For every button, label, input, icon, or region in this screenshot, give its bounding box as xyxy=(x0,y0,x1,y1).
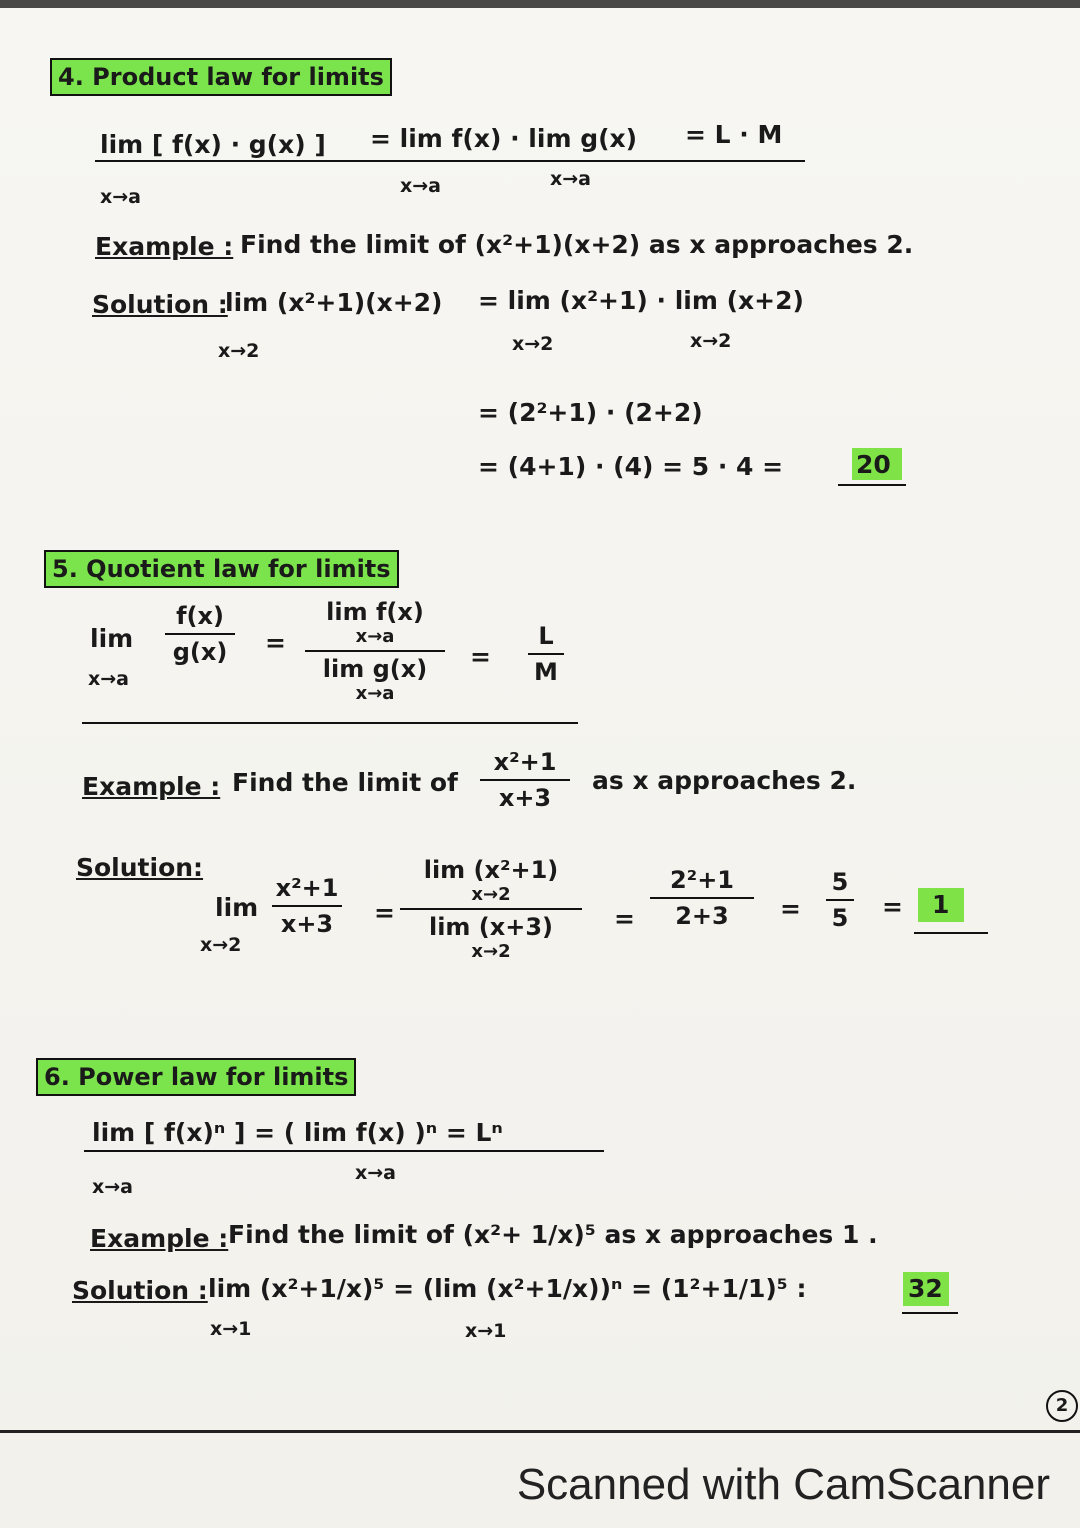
example5-fraction xyxy=(480,748,570,812)
solution5-eq3: = xyxy=(780,894,801,923)
product-law-underline xyxy=(95,160,805,162)
quotient-fraction1 xyxy=(165,602,235,666)
product-law-eq2: = L · M xyxy=(685,120,783,149)
solution6-sub1: x→1 xyxy=(210,1318,252,1340)
example4-label: Example : xyxy=(95,232,234,261)
example5-tail: as x approaches 2. xyxy=(592,766,857,795)
section5-title: 5. Quotient law for limits xyxy=(44,550,399,588)
product-sub1: x→a xyxy=(100,186,141,208)
solution4-step1: = (2²+1) · (2+2) xyxy=(478,398,703,427)
quotient-fraction2 xyxy=(305,598,445,704)
solution6-text: lim (x²+1/x)⁵ = (lim (x²+1/x))ⁿ = (1²+1/1)⁵ : xyxy=(208,1274,807,1303)
example5-den: x+3 xyxy=(498,784,552,812)
page-number: 2 xyxy=(1046,1390,1078,1422)
section6-title: 6. Power law for limits xyxy=(36,1058,356,1096)
power-law: lim [ f(x)ⁿ ] = ( lim f(x) )ⁿ = Lⁿ xyxy=(92,1118,503,1147)
solution5-lim: lim xyxy=(215,893,259,922)
camscanner-footer: Scanned with CamScanner xyxy=(516,1460,1050,1509)
scan-edge xyxy=(0,0,1080,8)
product-sub2: x→a xyxy=(400,175,441,197)
quotient-den: g(x) xyxy=(172,638,228,666)
quotient-sub: x→a xyxy=(88,668,129,690)
solution4-sub3: x→2 xyxy=(690,330,732,352)
example6-text: Find the limit of (x²+ 1/x)⁵ as x approaches 1 . xyxy=(228,1220,878,1249)
solution5-den2: lim (x+3) xyxy=(428,913,554,941)
solution5-label: Solution: xyxy=(76,853,204,882)
example5-num: x²+1 xyxy=(493,748,557,776)
answer5-underline xyxy=(914,932,988,934)
quotient-den2-sub: x→a xyxy=(355,683,395,704)
section4-title: 4. Product law for limits xyxy=(50,58,392,96)
solution4-lhs: lim (x²+1)(x+2) xyxy=(225,288,443,317)
solution4-step2: = (4+1) · (4) = 5 · 4 = xyxy=(478,452,784,481)
quotient-den2: lim g(x) xyxy=(322,655,428,683)
solution5-fraction3 xyxy=(650,866,754,930)
solution5-den4: 5 xyxy=(831,904,849,932)
solution5-eq1: = xyxy=(374,898,395,927)
product-law-lhs: lim [ f(x) · g(x) ] xyxy=(100,130,326,159)
solution6-label: Solution : xyxy=(72,1276,208,1305)
quotient-num: f(x) xyxy=(176,602,224,630)
product-law-eq1: = lim f(x) · lim g(x) xyxy=(370,124,638,153)
power-sub1: x→a xyxy=(92,1176,133,1198)
example6-label: Example : xyxy=(90,1224,229,1253)
quotient-M: M xyxy=(534,658,558,686)
solution4-sub1: x→2 xyxy=(218,340,260,362)
answer6-underline xyxy=(902,1312,958,1314)
solution5-num3: 2²+1 xyxy=(669,866,735,894)
page-bottom-edge xyxy=(0,1430,1080,1433)
quotient-eq: = xyxy=(265,628,286,657)
answer4: 20 xyxy=(856,450,891,479)
answer4-underline xyxy=(838,484,906,486)
quotient-eq2: = xyxy=(470,642,491,671)
quotient-law-underline xyxy=(82,722,578,724)
solution5-den: x+3 xyxy=(280,910,334,938)
example4-text: Find the limit of (x²+1)(x+2) as x approaches 2. xyxy=(240,230,914,259)
solution4-rhs: = lim (x²+1) · lim (x+2) xyxy=(478,286,804,315)
solution5-sub: x→2 xyxy=(200,934,242,956)
solution5-den3: 2+3 xyxy=(675,902,729,930)
solution5-eq4: = xyxy=(882,892,903,921)
product-sub3: x→a xyxy=(550,168,591,190)
solution5-fraction2 xyxy=(400,856,582,962)
solution4-sub2: x→2 xyxy=(512,333,554,355)
quotient-num2: lim f(x) xyxy=(326,598,424,626)
solution5-num2: lim (x²+1) xyxy=(423,856,559,884)
solution5-eq2: = xyxy=(614,904,635,933)
solution5-num4: 5 xyxy=(831,868,849,896)
example5-label: Example : xyxy=(82,772,221,801)
quotient-num2-sub: x→a xyxy=(355,626,395,647)
solution5-num2-sub: x→2 xyxy=(471,884,511,905)
power-sub2: x→a xyxy=(355,1162,396,1184)
power-law-underline xyxy=(84,1150,604,1152)
quotient-fraction3 xyxy=(528,622,564,686)
answer6: 32 xyxy=(908,1274,943,1303)
solution5-fraction1 xyxy=(272,874,342,938)
solution6-sub2: x→1 xyxy=(465,1320,507,1342)
quotient-L: L xyxy=(538,622,554,650)
solution5-num: x²+1 xyxy=(275,874,339,902)
quotient-lim: lim xyxy=(90,624,134,653)
solution4-label: Solution : xyxy=(92,290,228,319)
solution5-fraction4 xyxy=(826,868,854,932)
example5-text: Find the limit of xyxy=(232,768,458,797)
solution5-den2-sub: x→2 xyxy=(471,941,511,962)
answer5: 1 xyxy=(932,890,950,919)
